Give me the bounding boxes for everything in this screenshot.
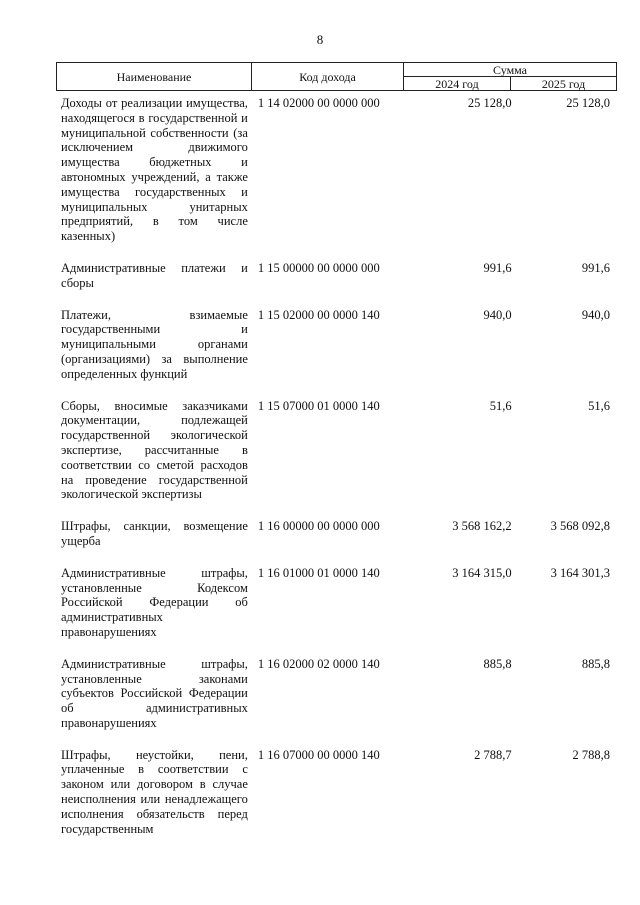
row-name: Административные платежи и сборы — [61, 260, 248, 290]
row-code: 1 16 02000 02 0000 140 — [257, 656, 380, 671]
table-row — [56, 519, 616, 549]
row-value-2024: 940,0 — [483, 307, 512, 322]
row-value-2025: 25 128,0 — [566, 96, 611, 110]
header-year-2024: 2024 год — [404, 77, 511, 91]
row-value-2025: 991,6 — [581, 260, 611, 275]
header-sum: Сумма — [404, 63, 617, 77]
row-value-2024: 3 568 162,2 — [452, 519, 512, 534]
row-name: Сборы, вносимые заказчиками документации, подлежащей государственной экологической экспертизе, рассчитанные в соответствии со сметой расходов на проведение государственной экологической экспертизы — [61, 398, 248, 502]
table-row — [56, 399, 616, 503]
table-row — [56, 748, 616, 837]
header-name: Наименование — [57, 63, 252, 91]
row-code: 1 16 01000 01 0000 140 — [257, 565, 380, 580]
row-code: 1 16 00000 00 0000 000 — [257, 519, 380, 534]
row-value-2024: 25 128,0 — [467, 96, 512, 110]
row-code: 1 14 02000 00 0000 000 — [257, 96, 380, 110]
table-row — [56, 96, 616, 244]
row-value-2025: 2 788,8 — [572, 747, 611, 762]
table-row — [56, 261, 616, 291]
table-body — [56, 96, 616, 853]
row-value-2024: 2 788,7 — [474, 747, 512, 762]
page-number: 8 — [316, 32, 324, 47]
row-value-2024: 51,6 — [489, 398, 512, 413]
table-row — [56, 566, 616, 640]
row-value-2025: 3 164 301,3 — [550, 565, 611, 580]
row-value-2024: 885,8 — [483, 656, 512, 671]
table-header — [56, 62, 617, 91]
row-name: Административные штрафы, установленные законами субъектов Российской Федерации об административных правонарушениях — [61, 656, 248, 730]
row-name: Платежи, взимаемые государственными и муниципальными органами (организациями) за выполнение определенных функций — [61, 307, 248, 381]
row-code: 1 15 00000 00 0000 000 — [257, 260, 380, 275]
row-value-2024: 3 164 315,0 — [452, 565, 512, 580]
header-year-2025: 2025 год — [511, 77, 617, 91]
table-row — [56, 308, 616, 382]
row-value-2025: 885,8 — [581, 656, 611, 671]
row-value-2025: 3 568 092,8 — [550, 519, 611, 534]
row-code: 1 15 02000 00 0000 140 — [257, 307, 380, 322]
table-row — [56, 657, 616, 731]
row-value-2025: 51,6 — [588, 398, 611, 413]
row-name: Административные штрафы, установленные Кодексом Российской Федерации об административных правонарушениях — [61, 565, 248, 639]
row-code: 1 16 07000 00 0000 140 — [257, 747, 380, 762]
row-value-2025: 940,0 — [581, 307, 611, 322]
row-name: Доходы от реализации имущества, находящегося в государственной и муниципальной собственности (за исключением движимого имущества бюджетных и автономных учреждений, а также имущества государственных и муниципальных унитарных предприятий, в том числе казенных) — [61, 96, 248, 244]
row-name: Штрафы, неустойки, пени, уплаченные в соответствии с законом или договором в случае неисполнения или ненадлежащего исполнения обязательств перед государственным — [61, 747, 248, 836]
row-value-2024: 991,6 — [483, 260, 512, 275]
row-code: 1 15 07000 01 0000 140 — [257, 398, 380, 413]
row-name: Штрафы, санкции, возмещение ущерба — [61, 519, 248, 548]
header-code: Код дохода — [252, 63, 404, 91]
